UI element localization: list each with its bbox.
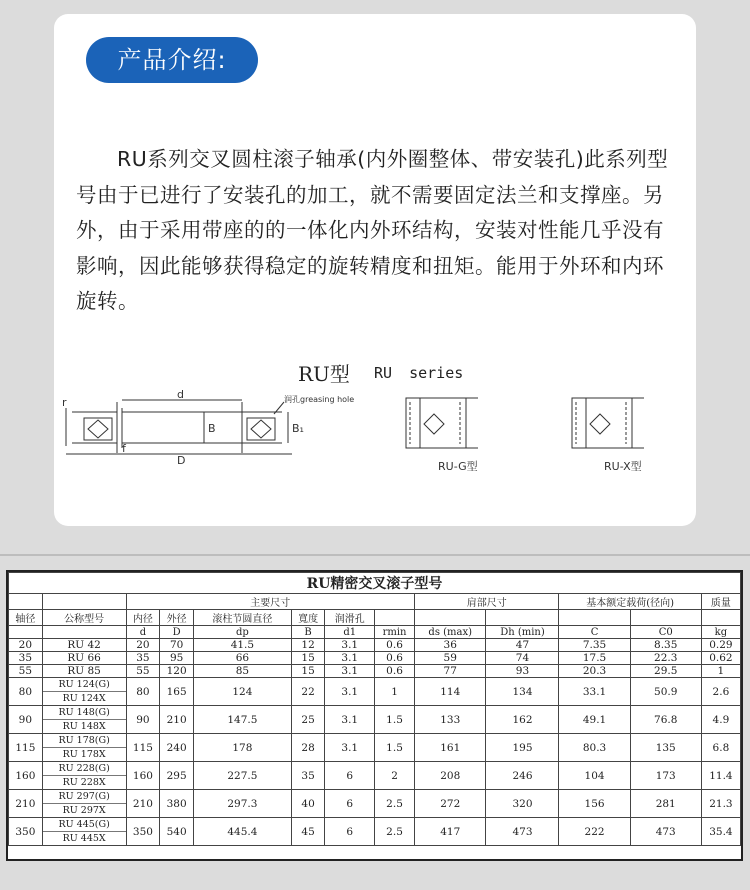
- intro-paragraph: [76, 142, 680, 320]
- cell-shaft: 210: [9, 790, 43, 818]
- section-title-pill: [86, 37, 258, 83]
- cell-model: [42, 706, 126, 734]
- cell-C: 156: [559, 790, 630, 818]
- table-row: [9, 678, 741, 706]
- cell-C0: 8.35: [630, 639, 701, 652]
- cell-dp: 227.5: [194, 762, 292, 790]
- cell-C0: 50.9: [630, 678, 701, 706]
- model-x: RU 297X: [43, 803, 126, 817]
- cell-d1: 3.1: [325, 678, 375, 706]
- model-g: RU 124(G): [58, 679, 110, 690]
- model-x: RU 228X: [43, 775, 126, 789]
- table-row: [9, 790, 741, 818]
- cell-B: 22: [291, 678, 325, 706]
- cell-mass: 11.4: [701, 762, 740, 790]
- cell-B: 15: [291, 652, 325, 665]
- cell-d: 80: [126, 678, 160, 706]
- cell-shaft: 20: [9, 639, 43, 652]
- cell-dp: 297.3: [194, 790, 292, 818]
- cell-rmin: 2: [375, 762, 415, 790]
- cell-D: 540: [160, 818, 194, 846]
- table-row: [9, 706, 741, 734]
- cell-B: 40: [291, 790, 325, 818]
- cell-C0: 29.5: [630, 665, 701, 678]
- cell-C: 17.5: [559, 652, 630, 665]
- cell-C: 20.3: [559, 665, 630, 678]
- table-row: [9, 652, 741, 665]
- cell-model: RU 42: [42, 639, 126, 652]
- cell-B: 35: [291, 762, 325, 790]
- section-divider: [0, 554, 750, 556]
- model-x: RU 124X: [43, 691, 126, 705]
- cell-ds: 59: [414, 652, 485, 665]
- model-g: RU 445(G): [58, 819, 110, 830]
- cell-ds: 272: [414, 790, 485, 818]
- cell-dh: 134: [486, 678, 559, 706]
- cell-mass: 4.9: [701, 706, 740, 734]
- cell-C0: 76.8: [630, 706, 701, 734]
- cell-C0: 173: [630, 762, 701, 790]
- cell-dp: 124: [194, 678, 292, 706]
- series-subtitle: RU series: [374, 364, 464, 382]
- bearing-cross-section-diagram: [62, 388, 355, 468]
- cell-model: [42, 790, 126, 818]
- cell-ds: 114: [414, 678, 485, 706]
- cell-d1: 3.1: [325, 652, 375, 665]
- cell-d1: 6: [325, 790, 375, 818]
- ru-g-diagram: [400, 392, 480, 478]
- cell-shaft: 115: [9, 734, 43, 762]
- cell-C0: 22.3: [630, 652, 701, 665]
- cell-shaft: 350: [9, 818, 43, 846]
- cell-d: 210: [126, 790, 160, 818]
- cell-B: 12: [291, 639, 325, 652]
- ru-g-label: RU-G型: [438, 460, 478, 473]
- table-row: [9, 734, 741, 762]
- intro-text: RU系列交叉圆柱滚子轴承(内外圈整体、带安装孔)此系列型号由于已进行了安装孔的加工，就不需要固定法兰和支撑座。另外，由于采用带座的的一体化内外环结构，安装对性能几乎没有影响，因此能够获得稳定的旋转精度和扭矩。能用于外环和内环旋转。: [76, 147, 669, 313]
- cell-dp: 41.5: [194, 639, 292, 652]
- cell-dh: 195: [486, 734, 559, 762]
- model-g: RU 178(G): [58, 735, 110, 746]
- model-g: RU 228(G): [58, 763, 110, 774]
- column-names-row: 轴径 公称型号 内径 外径 滚柱节圆直径 寬度 润滑孔: [9, 610, 741, 626]
- group-shoulder: 肩部尺寸: [414, 594, 559, 610]
- cell-dh: 93: [486, 665, 559, 678]
- cell-d: 35: [126, 652, 160, 665]
- ru-x-label: RU-X型: [604, 460, 642, 473]
- spec-table: [8, 572, 741, 846]
- group-main: 主要尺寸: [126, 594, 414, 610]
- dim-r-label: r: [62, 396, 67, 409]
- cell-C: 104: [559, 762, 630, 790]
- cell-C0: 135: [630, 734, 701, 762]
- cell-mass: 0.62: [701, 652, 740, 665]
- cell-ds: 36: [414, 639, 485, 652]
- cell-ds: 133: [414, 706, 485, 734]
- cell-mass: 1: [701, 665, 740, 678]
- cell-dp: 66: [194, 652, 292, 665]
- cell-d1: 3.1: [325, 734, 375, 762]
- cell-dp: 85: [194, 665, 292, 678]
- cell-rmin: 0.6: [375, 639, 415, 652]
- cell-rmin: 2.5: [375, 818, 415, 846]
- cell-shaft: 160: [9, 762, 43, 790]
- cell-mass: 2.6: [701, 678, 740, 706]
- cell-d1: 3.1: [325, 665, 375, 678]
- cell-d: 115: [126, 734, 160, 762]
- cell-model: [42, 762, 126, 790]
- table-row: [9, 762, 741, 790]
- group-mass: 质量: [701, 594, 740, 610]
- cell-C0: 281: [630, 790, 701, 818]
- cell-dh: 473: [486, 818, 559, 846]
- cell-dh: 47: [486, 639, 559, 652]
- cell-model: [42, 678, 126, 706]
- section-title: 产品介绍:: [117, 46, 227, 74]
- table-row: [9, 639, 741, 652]
- cell-ds: 161: [414, 734, 485, 762]
- table-row: [9, 818, 741, 846]
- cell-ds: 208: [414, 762, 485, 790]
- cell-dh: 162: [486, 706, 559, 734]
- cell-rmin: 0.6: [375, 652, 415, 665]
- cell-d: 350: [126, 818, 160, 846]
- model-x: RU 148X: [43, 719, 126, 733]
- cell-mass: 35.4: [701, 818, 740, 846]
- cell-ds: 417: [414, 818, 485, 846]
- cell-D: 380: [160, 790, 194, 818]
- cell-C: 7.35: [559, 639, 630, 652]
- cell-rmin: 1: [375, 678, 415, 706]
- cell-C: 222: [559, 818, 630, 846]
- cell-rmin: 1.5: [375, 734, 415, 762]
- cell-C: 80.3: [559, 734, 630, 762]
- cell-shaft: 35: [9, 652, 43, 665]
- cell-shaft: 80: [9, 678, 43, 706]
- cell-d: 55: [126, 665, 160, 678]
- cell-C: 49.1: [559, 706, 630, 734]
- column-symbols-row: d D dp B d1 rmin ds (max) Dh (min) C C0 kg: [9, 626, 741, 639]
- cell-model: RU 85: [42, 665, 126, 678]
- cell-rmin: 2.5: [375, 790, 415, 818]
- cell-model: RU 66: [42, 652, 126, 665]
- ru-x-diagram: [566, 392, 646, 478]
- cell-shaft: 55: [9, 665, 43, 678]
- cell-dp: 147.5: [194, 706, 292, 734]
- model-x: RU 445X: [43, 831, 126, 845]
- model-x: RU 178X: [43, 747, 126, 761]
- cell-D: 295: [160, 762, 194, 790]
- dim-B1-label: B₁: [292, 422, 304, 435]
- cell-d: 20: [126, 639, 160, 652]
- cell-D: 240: [160, 734, 194, 762]
- cell-shaft: 90: [9, 706, 43, 734]
- cell-model: [42, 734, 126, 762]
- cell-D: 165: [160, 678, 194, 706]
- cell-ds: 77: [414, 665, 485, 678]
- cell-dh: 246: [486, 762, 559, 790]
- table-title: RU精密交叉滚子型号: [9, 573, 741, 594]
- model-g: RU 148(G): [58, 707, 110, 718]
- cell-d1: 3.1: [325, 639, 375, 652]
- cell-model: [42, 818, 126, 846]
- cell-C0: 473: [630, 818, 701, 846]
- model-g: RU 297(G): [58, 791, 110, 802]
- spec-table-container: [6, 570, 743, 861]
- table-row: [9, 665, 741, 678]
- cell-mass: 21.3: [701, 790, 740, 818]
- dim-d-label: d: [177, 388, 184, 401]
- cell-B: 25: [291, 706, 325, 734]
- cell-d1: 3.1: [325, 706, 375, 734]
- dim-f-label: f: [122, 442, 126, 455]
- cell-mass: 0.29: [701, 639, 740, 652]
- cell-B: 45: [291, 818, 325, 846]
- cell-dh: 320: [486, 790, 559, 818]
- cell-rmin: 1.5: [375, 706, 415, 734]
- cell-B: 15: [291, 665, 325, 678]
- cell-B: 28: [291, 734, 325, 762]
- series-title: RU型: [298, 362, 350, 386]
- cell-d: 90: [126, 706, 160, 734]
- cell-dp: 445.4: [194, 818, 292, 846]
- cell-d1: 6: [325, 762, 375, 790]
- cell-D: 210: [160, 706, 194, 734]
- dim-D-label: D: [177, 454, 186, 467]
- cell-d1: 6: [325, 818, 375, 846]
- cell-d: 160: [126, 762, 160, 790]
- cell-dp: 178: [194, 734, 292, 762]
- cell-rmin: 0.6: [375, 665, 415, 678]
- cell-D: 95: [160, 652, 194, 665]
- cell-D: 70: [160, 639, 194, 652]
- group-load: 基本额定载荷(径向): [559, 594, 701, 610]
- cell-C: 33.1: [559, 678, 630, 706]
- cell-dh: 74: [486, 652, 559, 665]
- greasing-hole-label: 润孔greasing hole: [284, 395, 355, 404]
- cell-D: 120: [160, 665, 194, 678]
- cell-mass: 6.8: [701, 734, 740, 762]
- dim-B-label: B: [208, 422, 216, 435]
